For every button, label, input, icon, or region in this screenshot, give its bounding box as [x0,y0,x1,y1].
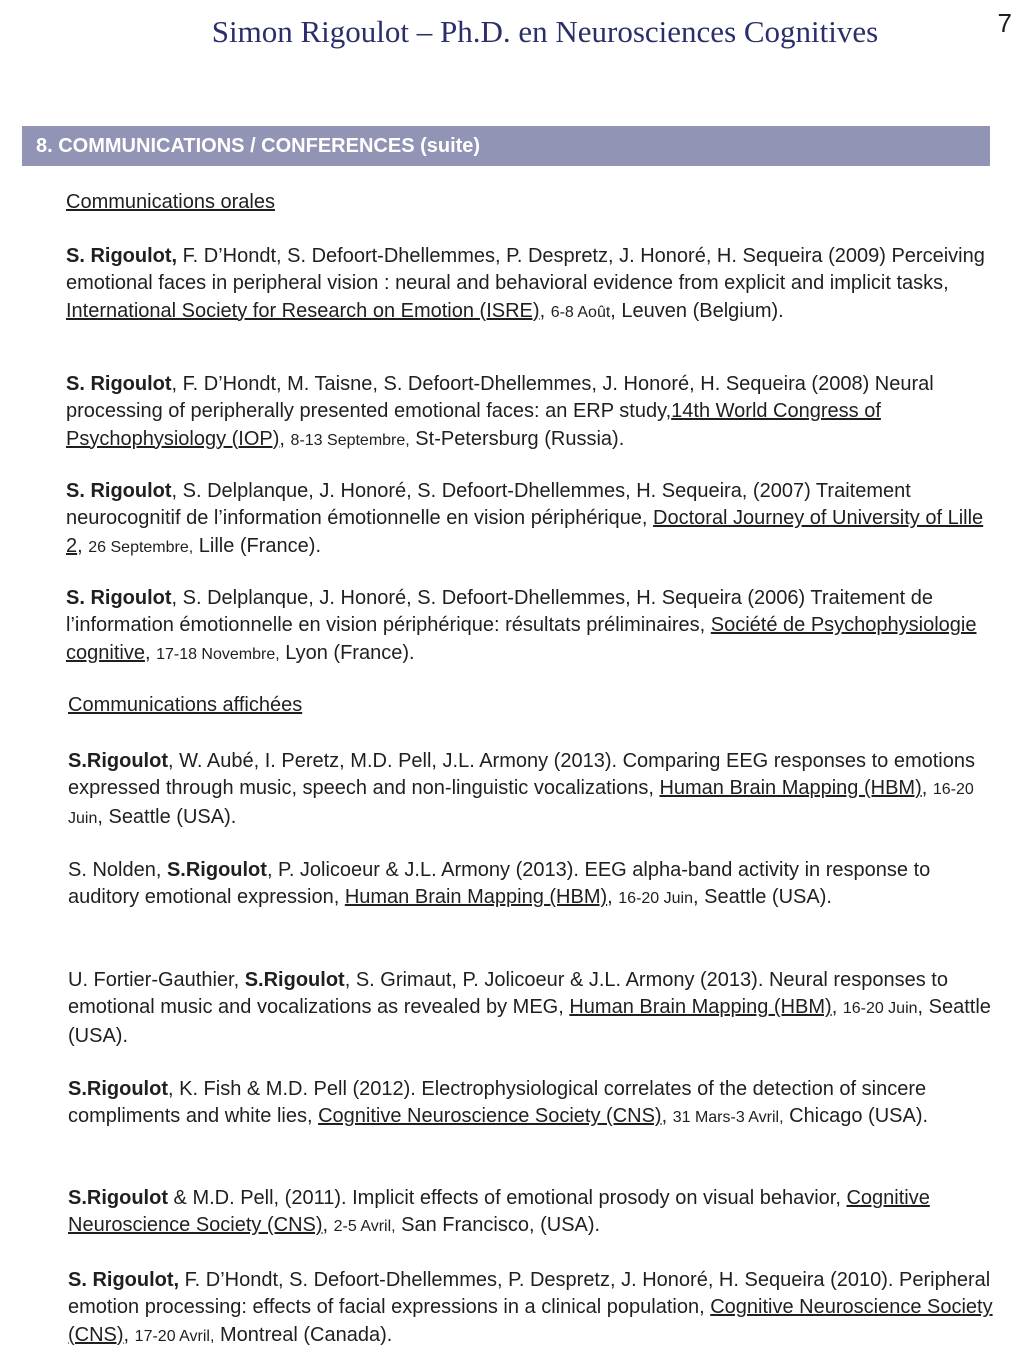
entry-venue: Human Brain Mapping (HBM) [569,996,832,1019]
entry-text: , K. Fish & M.D. Pell (2012). Electrophysiological correlates of the detection of sincere compliments and white lies, [68,1078,927,1128]
entry-sep: , [322,1214,334,1237]
entry-place: , Seattle (USA). [693,886,832,909]
entry-dates: 2-5 Avril, [333,1218,396,1236]
entry-dates: 31 Mars-3 Avril, [672,1109,784,1127]
entry-text: , S. Delplanque, J. Honoré, S. Defoort-Dhellemmes, H. Sequeira (2006) Traitement de l’information émotionnelle en vision périphérique: résultats préliminaires, [66,587,934,637]
entry-text: , W. Aubé, I. Peretz, M.D. Pell, J.L. Armony (2013). Comparing EEG responses to emotions expressed through music, speech and non-linguistic vocalizations, [68,750,975,800]
poster-entry [68,748,998,832]
entry-venue: Cognitive Neuroscience Society (CNS) [68,1187,930,1237]
entry-venue: Human Brain Mapping (HBM) [659,777,922,800]
poster-entry [68,967,998,1050]
poster-communications-heading: Communications affichées [68,694,303,716]
entry-sep: , [123,1323,135,1346]
entry-author: S.Rigoulot [68,1078,168,1100]
entry-place: , Leuven (Belgium). [610,299,784,322]
entry-venue: Cognitive Neuroscience Society (CNS) [318,1105,662,1128]
entry-dates: 16-20 Juin [68,781,974,827]
section-title: 8. COMMUNICATIONS / CONFERENCES (suite) [36,135,481,157]
page-number: 7 [997,8,1012,38]
entry-author: S. Rigoulot [66,373,172,395]
entry-place: San Francisco, (USA). [395,1214,601,1237]
entry-sep: , [607,886,619,909]
entry-author: S.Rigoulot [68,750,168,772]
entry-text: , S. Grimaut, P. Jolicoeur & J.L. Armony (2013). Neural responses to emotional music and vocalizations as revealed by MEG, [68,969,948,1019]
entry-dates: 26 Septembre, [88,538,194,556]
entry-place: Montreal (Canada). [214,1323,393,1346]
entry-place: Chicago (USA). [783,1105,929,1128]
entry-sep: , [77,534,89,557]
entry-place: Lyon (France). [279,641,415,664]
oral-entry [66,478,996,561]
poster-entry [68,1076,998,1132]
oral-entry [66,243,996,326]
entry-sep: , [921,777,933,800]
entry-dates: 17-20 Avril, [134,1327,215,1345]
entry-sep: , [539,299,551,322]
entry-author: S.Rigoulot [244,969,345,991]
entry-author: S. Rigoulot [66,587,172,609]
oral-entry [66,585,996,668]
entry-dates: 16-20 Juin [842,1000,918,1018]
section-header-bar [22,126,990,166]
entry-venue: Cognitive Neuroscience Society (CNS) [68,1296,993,1346]
entry-venue: Doctoral Journey of University of Lille 2 [66,507,984,557]
poster-entry [68,1267,998,1350]
entry-place: St-Petersburg (Russia). [409,427,625,450]
entry-author: S. Rigoulot, [68,1269,180,1291]
entry-text: , S. Delplanque, J. Honoré, S. Defoort-Dhellemmes, H. Sequeira, (2007) Traitement neurocognitif de l’information émotionnelle en vision périphérique, [66,480,911,530]
entry-text: , F. D’Hondt, M. Taisne, S. Defoort-Dhellemmes, J. Honoré, H. Sequeira (2008) Neural processing of peripherally presented emotional faces: an ERP study, [66,373,934,423]
entry-sep: , [279,427,291,450]
entry-venue: Société de Psychophysiologie cognitive [66,614,977,664]
entry-venue: International Society for Research on Emotion (ISRE) [66,299,540,322]
entry-author: S.Rigoulot [166,859,267,881]
entry-sep: , [144,641,157,664]
page-title: Simon Rigoulot – Ph.D. en Neurosciences Cognitives [211,14,879,49]
entry-place: , Seattle (USA). [97,805,237,828]
entry-text: F. D’Hondt, S. Defoort-Dhellemmes, P. Despretz, J. Honoré, H. Sequeira (2010). Peripheral emotion processing: effects of facial expressions in a clinical population, [68,1269,991,1319]
entry-place: Lille (France). [193,534,322,557]
entry-sep: , [661,1105,673,1128]
entry-author: S. Rigoulot [66,480,172,502]
entry-author: S.Rigoulot [68,1187,168,1209]
entry-dates: 16-20 Juin [618,890,693,908]
entry-coauthors: U. Fortier-Gauthier, [68,969,245,991]
entry-text: & M.D. Pell, (2011). Implicit effects of emotional prosody on visual behavior, [167,1187,847,1209]
poster-entry [68,857,998,913]
oral-communications-heading: Communications orales [66,191,275,213]
entry-text: , P. Jolicoeur & J.L. Armony (2013). EEG alpha-band activity in response to auditory emotional expression, [68,859,931,909]
entry-venue: 14th World Congress of Psychophysiology (IOP) [66,400,881,450]
entry-author: S. Rigoulot, [66,245,178,267]
entry-dates: 8-13 Septembre, [290,431,410,449]
entry-dates: 17-18 Novembre, [156,645,280,663]
entry-coauthors: S. Nolden, [68,859,167,881]
poster-entry [68,1185,998,1241]
entry-dates: 6-8 Août [550,303,611,321]
entry-sep: , [831,996,843,1019]
entry-place: , Seattle (USA). [68,996,991,1047]
entry-text: F. D’Hondt, S. Defoort-Dhellemmes, P. Despretz, J. Honoré, H. Sequeira (2009) Perceiving emotional faces in peripheral vision : neural and behavioral evidence from explicit and implicit tasks, [66,245,985,295]
entry-venue: Human Brain Mapping (HBM) [344,886,608,909]
oral-entry [66,371,996,454]
